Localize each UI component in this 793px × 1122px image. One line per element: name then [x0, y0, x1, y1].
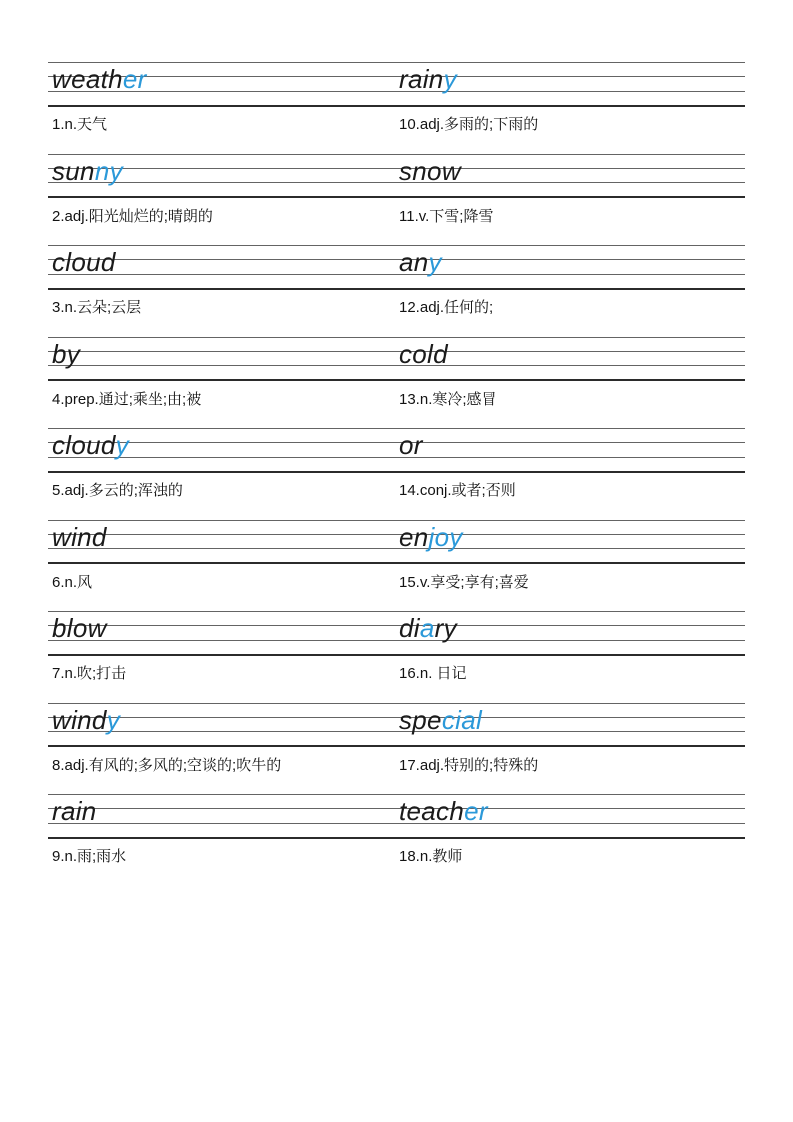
word-part: blow — [52, 613, 107, 643]
guide-line-baseline — [48, 365, 745, 366]
guide-line-baseline — [48, 274, 745, 275]
guide-line-baseline — [48, 731, 745, 732]
word-part: wind — [52, 704, 107, 735]
word-part-highlight: y — [115, 430, 129, 460]
guide-line-bottom — [48, 196, 745, 198]
vocab-word — [399, 522, 463, 553]
word-part-highlight: cial — [441, 704, 483, 735]
word-part-highlight: y — [443, 64, 457, 94]
vocab-definition: 5.adj.多云的;浑浊的 — [52, 482, 183, 499]
vocab-definition: 13.n.寒冷;感冒 — [399, 390, 497, 408]
vocab-row — [48, 703, 745, 795]
vocab-row — [48, 62, 745, 154]
word-part-highlight: joy — [428, 521, 463, 552]
guide-line-top — [48, 245, 745, 246]
word-part-highlight: a — [419, 613, 435, 643]
vocab-definition: 16.n. 日记 — [399, 665, 467, 682]
word-part: by — [52, 338, 81, 369]
word-part: ry — [434, 613, 457, 643]
guide-line-baseline — [48, 548, 745, 549]
word-part: or — [399, 430, 423, 460]
guide-line-bottom — [48, 105, 745, 107]
vocab-definition: 2.adj.阳光灿烂的;晴朗的 — [52, 207, 213, 225]
word-part: snow — [399, 155, 461, 186]
vocab-word — [399, 247, 442, 278]
guide-line-top — [48, 62, 745, 63]
word-part-highlight: er — [464, 796, 488, 826]
word-part: cold — [399, 338, 448, 369]
guide-line-bottom — [48, 745, 745, 747]
vocab-word — [399, 64, 457, 95]
guide-line-bottom — [48, 379, 745, 381]
guide-line-baseline — [48, 182, 745, 183]
guide-line-upper — [48, 625, 745, 626]
vocab-word — [399, 613, 457, 644]
vocab-definition: 7.n.吹;打击 — [52, 665, 127, 682]
guide-line-upper — [48, 76, 745, 77]
vocab-definition: 1.n.天气 — [52, 116, 108, 133]
guide-line-top — [48, 428, 745, 429]
vocab-row — [48, 245, 745, 337]
vocab-word — [52, 522, 107, 553]
guide-line-top — [48, 337, 745, 338]
word-part: spe — [399, 704, 442, 735]
word-part: teach — [399, 796, 465, 826]
guide-line-upper — [48, 442, 745, 443]
guide-line-upper — [48, 534, 745, 535]
vocab-row — [48, 428, 745, 520]
guide-line-baseline — [48, 640, 745, 641]
vocab-row — [48, 520, 745, 612]
guide-line-baseline — [48, 91, 745, 92]
guide-line-bottom — [48, 654, 745, 656]
vocab-definition: 14.conj.或者;否则 — [399, 482, 516, 499]
vocab-word — [399, 430, 423, 461]
vocab-word — [52, 796, 97, 827]
vocab-row — [48, 611, 745, 703]
vocab-definition: 8.adj.有风的;多风的;空谈的;吹牛的 — [52, 756, 282, 774]
vocab-word — [52, 339, 80, 370]
vocab-row — [48, 337, 745, 429]
guide-line-baseline — [48, 457, 745, 458]
vocab-word — [399, 339, 448, 370]
guide-line-upper — [48, 351, 745, 352]
guide-line-top — [48, 703, 745, 704]
vocab-row — [48, 794, 745, 886]
word-part: sun — [52, 155, 95, 186]
vocab-definition: 15.v.享受;享有;喜爱 — [399, 573, 529, 591]
vocab-definition: 3.n.云朵;云层 — [52, 299, 142, 316]
worksheet-grid — [48, 62, 745, 886]
vocab-word — [399, 705, 482, 736]
vocab-word — [52, 156, 123, 187]
vocab-definition: 18.n.教师 — [399, 848, 463, 865]
vocab-word — [52, 705, 120, 736]
word-part-highlight: y — [106, 704, 120, 735]
guide-line-upper — [48, 717, 745, 718]
guide-line-top — [48, 154, 745, 155]
guide-line-upper — [48, 259, 745, 260]
word-part: rain — [399, 64, 444, 94]
word-part: wind — [52, 521, 107, 552]
guide-line-bottom — [48, 288, 745, 290]
word-part: cloud — [52, 247, 116, 277]
word-part-highlight: ny — [94, 155, 123, 186]
guide-line-top — [48, 520, 745, 521]
guide-line-upper — [48, 808, 745, 809]
guide-line-baseline — [48, 823, 745, 824]
word-part: en — [399, 521, 429, 552]
guide-line-upper — [48, 168, 745, 169]
vocab-row — [48, 154, 745, 246]
vocab-word — [52, 247, 116, 278]
word-part-highlight: y — [428, 247, 442, 277]
vocab-definition: 11.v.下雪;降雪 — [399, 207, 494, 225]
guide-line-top — [48, 794, 745, 795]
guide-line-top — [48, 611, 745, 612]
guide-line-bottom — [48, 471, 745, 473]
word-part-highlight: er — [122, 64, 147, 94]
vocab-definition: 10.adj.多雨的;下雨的 — [399, 116, 539, 133]
vocab-definition: 6.n.风 — [52, 573, 93, 591]
vocab-definition: 4.prep.通过;乘坐;由;被 — [52, 390, 202, 408]
guide-line-bottom — [48, 837, 745, 839]
vocab-definition: 9.n.雨;雨水 — [52, 848, 127, 865]
word-part: weath — [52, 64, 123, 94]
vocab-definition: 17.adj.特别的;特殊的 — [399, 756, 539, 774]
word-part: an — [399, 247, 429, 277]
vocab-word — [52, 430, 129, 461]
vocab-word — [52, 64, 147, 95]
word-part: cloud — [52, 430, 116, 460]
word-part: rain — [52, 796, 97, 826]
vocab-definition: 12.adj.任何的; — [399, 299, 494, 316]
vocab-word — [52, 613, 107, 644]
vocab-word — [399, 796, 488, 827]
word-part: di — [399, 613, 420, 643]
vocab-word — [399, 156, 461, 187]
guide-line-bottom — [48, 562, 745, 564]
